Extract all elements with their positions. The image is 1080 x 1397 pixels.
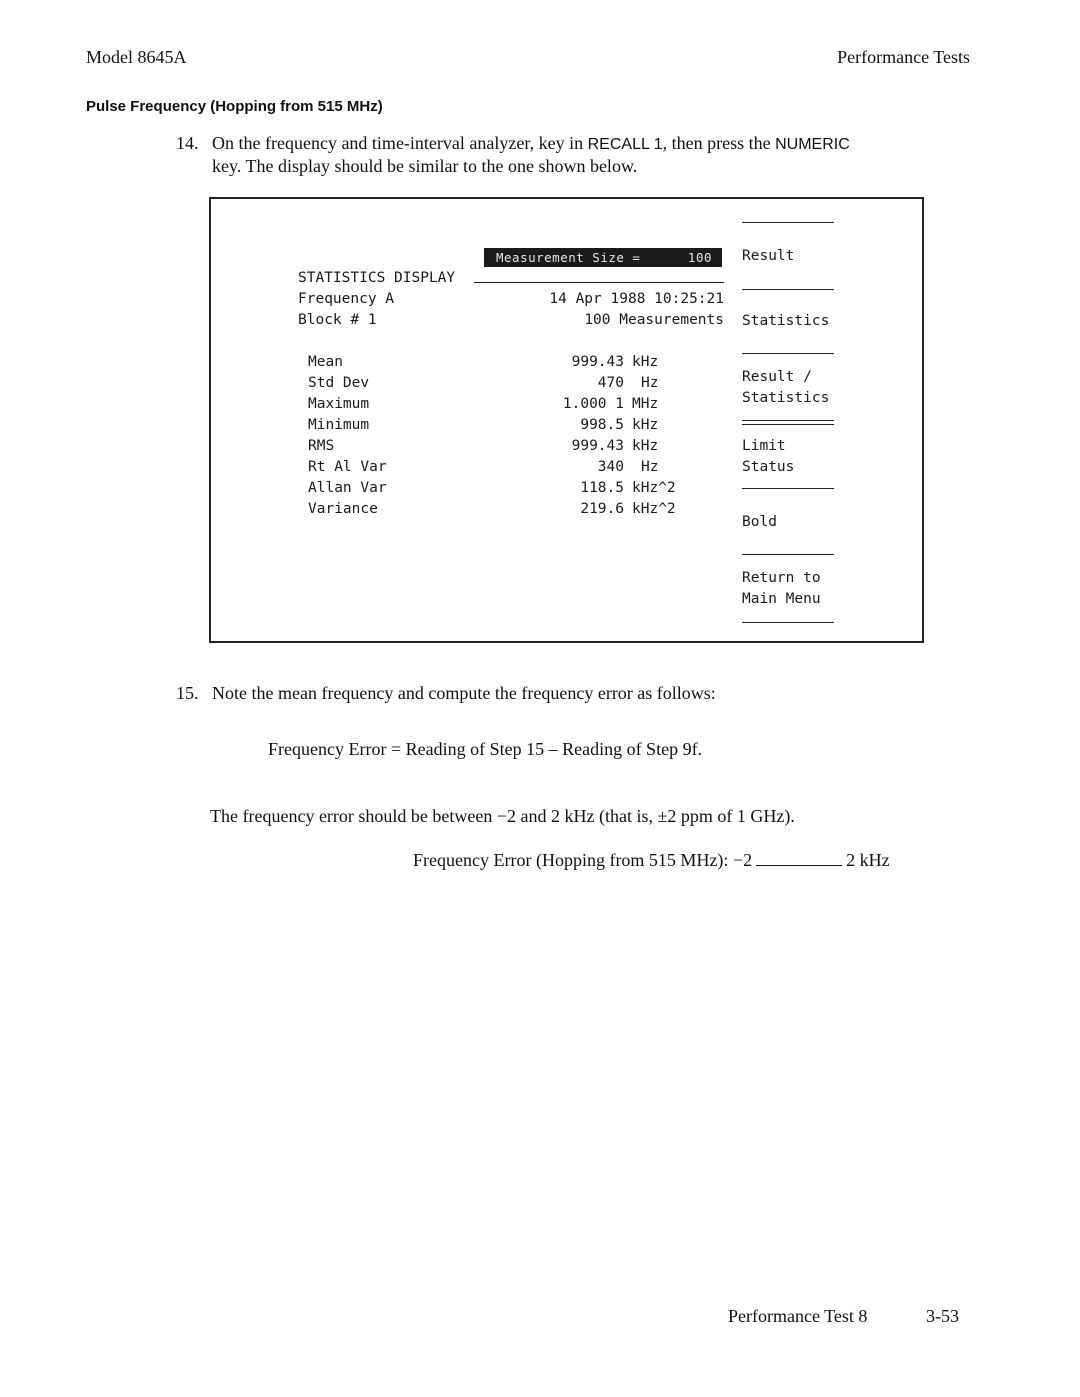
stat-unit-rms: kHz bbox=[632, 438, 659, 454]
softkey-divider bbox=[742, 353, 834, 354]
softkey-result-statistics-line-1[interactable]: Result / bbox=[742, 369, 812, 385]
stat-unit-variance: kHz^2 bbox=[632, 501, 676, 517]
frequency-error-formula: Frequency Error = Reading of Step 15 – Reading of Step 9f. bbox=[268, 739, 703, 759]
stat-unit-mean: kHz bbox=[632, 354, 659, 370]
softkey-divider bbox=[742, 222, 834, 223]
stat-label-allan-var: Allan Var bbox=[308, 480, 387, 496]
softkey-divider bbox=[742, 488, 834, 489]
stat-label-rms: RMS bbox=[308, 438, 335, 454]
stat-value-mean: 999.43 bbox=[571, 354, 624, 370]
softkey-result[interactable]: Result bbox=[742, 248, 795, 264]
stat-value-rt-al-var: 340 bbox=[597, 459, 624, 475]
stat-label-variance: Variance bbox=[308, 501, 378, 517]
frequency-error-note: The frequency error should be between −2 and 2 kHz (that is, ±2 ppm of 1 GHz). bbox=[210, 806, 795, 826]
measurement-size-label: Measurement Size = bbox=[496, 250, 641, 265]
stat-unit-rt-al-var: Hz bbox=[641, 459, 659, 475]
stat-unit-minimum: kHz bbox=[632, 417, 659, 433]
step-15-text: Note the mean frequency and compute the frequency error as follows: bbox=[212, 683, 716, 703]
step-15-number: 15. bbox=[176, 683, 199, 703]
frequency-error-limit-upper: 2 kHz bbox=[846, 850, 890, 870]
frequency-error-limit bbox=[413, 850, 890, 871]
stat-label-mean: Mean bbox=[308, 354, 343, 370]
stat-unit-std-dev: Hz bbox=[641, 375, 659, 391]
softkey-return-line-2[interactable]: Main Menu bbox=[742, 591, 821, 607]
softkey-bold[interactable]: Bold bbox=[742, 514, 777, 530]
header-section: Performance Tests bbox=[837, 47, 970, 67]
measurement-size-value: 100 bbox=[687, 250, 712, 265]
stat-unit-allan-var: kHz^2 bbox=[632, 480, 676, 496]
title-underline bbox=[474, 282, 724, 283]
softkey-limit-status-line-1[interactable]: Limit bbox=[742, 438, 786, 454]
softkey-result-statistics-line-2[interactable]: Statistics bbox=[742, 390, 830, 406]
stat-value-minimum: 998.5 bbox=[580, 417, 624, 433]
softkey-limit-status-line-2[interactable]: Status bbox=[742, 459, 795, 475]
display-datetime: 14 Apr 1988 10:25:21 bbox=[549, 291, 724, 307]
section-heading: Pulse Frequency (Hopping from 515 MHz) bbox=[86, 98, 383, 115]
softkey-divider bbox=[742, 554, 834, 555]
frequency-error-limit-label: Frequency Error (Hopping from 515 MHz): −2 bbox=[413, 850, 753, 870]
measurement-size-bar bbox=[484, 248, 722, 267]
display-title: STATISTICS DISPLAY bbox=[298, 270, 456, 286]
footer-test-name: Performance Test 8 bbox=[728, 1306, 868, 1326]
footer-page-number: 3-53 bbox=[926, 1306, 959, 1326]
stat-value-variance: 219.6 bbox=[580, 501, 624, 517]
step-14-line-1 bbox=[212, 133, 850, 154]
softkey-divider bbox=[742, 289, 834, 290]
display-measurements: 100 Measurements bbox=[584, 312, 724, 328]
softkey-return-line-1[interactable]: Return to bbox=[742, 570, 821, 586]
result-entry-blank[interactable] bbox=[756, 851, 842, 866]
stat-label-std-dev: Std Dev bbox=[308, 375, 370, 391]
softkey-statistics[interactable]: Statistics bbox=[742, 313, 830, 329]
step-14-text-b: , then press the bbox=[662, 133, 776, 153]
softkey-divider bbox=[742, 622, 834, 623]
stat-label-rt-al-var: Rt Al Var bbox=[308, 459, 387, 475]
recall-key-label: RECALL 1 bbox=[587, 136, 663, 153]
stat-unit-maximum: MHz bbox=[632, 396, 659, 412]
step-14-line-2: key. The display should be similar to the one shown below. bbox=[212, 156, 638, 176]
stat-value-rms: 999.43 bbox=[571, 438, 624, 454]
stat-value-std-dev: 470 bbox=[597, 375, 624, 391]
display-channel: Frequency A bbox=[298, 291, 395, 307]
step-14-number: 14. bbox=[176, 133, 199, 153]
display-block: Block # 1 bbox=[298, 312, 377, 328]
stat-label-minimum: Minimum bbox=[308, 417, 370, 433]
stat-label-maximum: Maximum bbox=[308, 396, 370, 412]
stat-value-maximum: 1.000 1 bbox=[562, 396, 624, 412]
header-model: Model 8645A bbox=[86, 47, 187, 67]
numeric-key-label: NUMERIC bbox=[775, 136, 850, 153]
softkey-divider-double bbox=[742, 420, 834, 425]
step-14-text-a: On the frequency and time-interval analyzer, key in bbox=[212, 133, 588, 153]
stat-value-allan-var: 118.5 bbox=[580, 480, 624, 496]
